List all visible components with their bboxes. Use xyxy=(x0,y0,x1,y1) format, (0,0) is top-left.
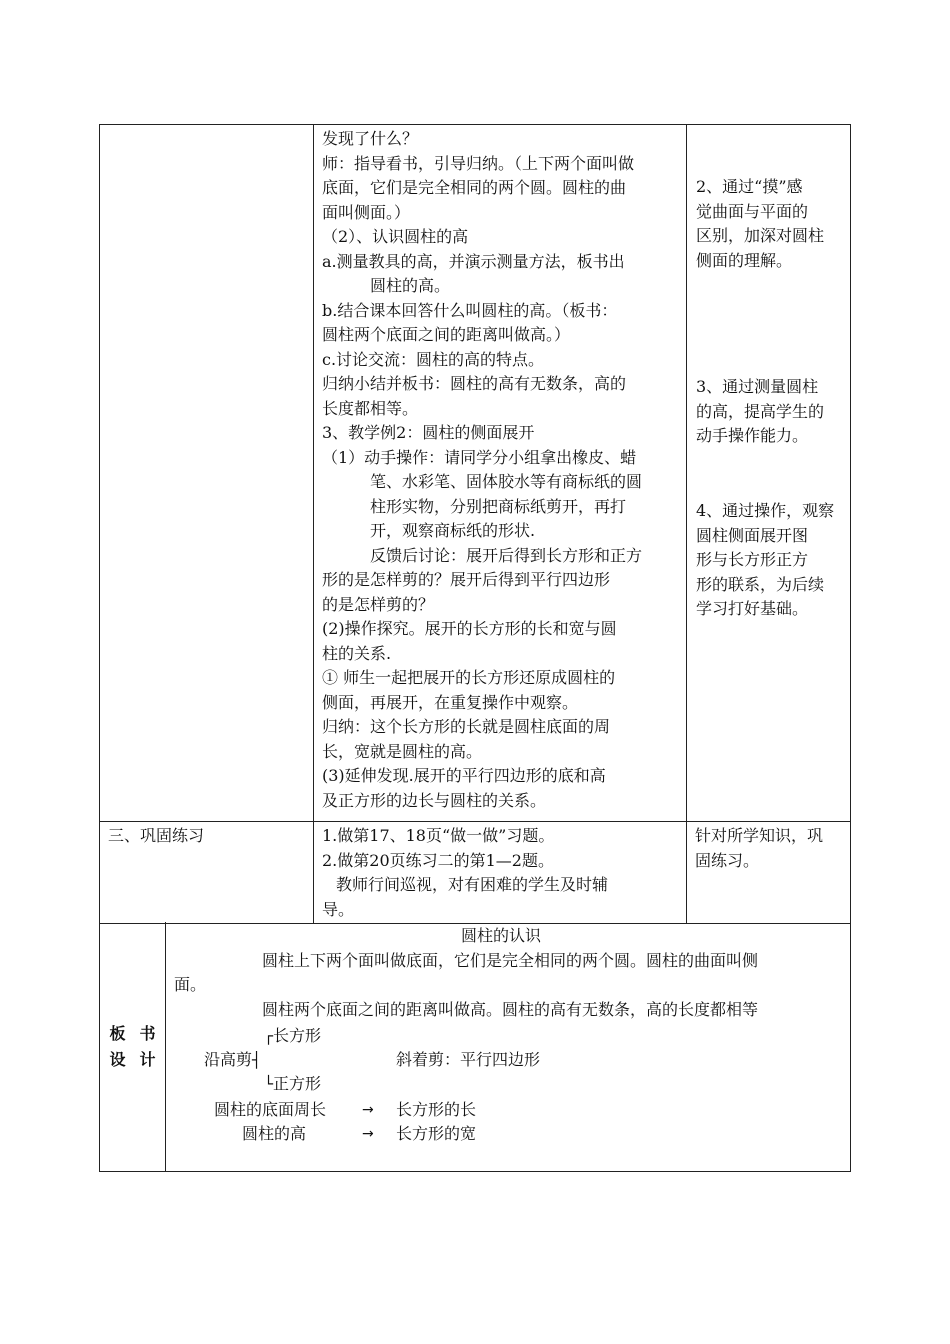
text-line: 长，宽就是圆柱的高。 xyxy=(322,741,483,761)
text-line: 3、通过测量圆柱 xyxy=(696,377,819,396)
text-line: b.结合课本回答什么叫圆柱的高。（板书： xyxy=(322,300,618,320)
brace-top-icon: ┌ xyxy=(264,1027,274,1045)
rectangle-branch xyxy=(264,1024,321,1048)
text-line: 3、教学例2：圆柱的侧面展开 xyxy=(322,423,535,442)
text-line: 长度都相等。 xyxy=(322,398,419,418)
board-line: 面。 xyxy=(174,975,207,994)
mapping-left: 圆柱的底面周长 xyxy=(214,1100,327,1119)
note-block xyxy=(696,175,846,273)
activity-cell xyxy=(314,822,687,923)
square-branch xyxy=(264,1072,321,1096)
text-line: 面叫侧面。） xyxy=(322,202,411,222)
text-line: 开，观察商标纸的形状. xyxy=(370,521,536,540)
text-line: 的是怎样剪的？ xyxy=(322,594,435,614)
text-line: 针对所学知识，巩 xyxy=(695,826,824,845)
cut-along-height xyxy=(204,1048,261,1072)
text-line: 归纳：这个长方形的长就是圆柱底面的周 xyxy=(322,717,611,736)
text-line: 侧面的理解。 xyxy=(696,250,793,270)
text-line: (3)延伸发现.展开的平行四边形的底和高 xyxy=(322,766,606,785)
text-line: 及正方形的边长与圆柱的关系。 xyxy=(322,790,547,810)
board-line: 圆柱上下两个面叫做底面，它们是完全相同的两个圆。圆柱的曲面叫侧 xyxy=(262,951,759,970)
text-line: 的高，提高学生的 xyxy=(696,401,825,421)
text-line: 形与长方形正方 xyxy=(696,550,809,569)
text-line: 觉曲面与平面的 xyxy=(696,201,809,221)
arrow-right-icon: → xyxy=(362,1102,374,1118)
table-row xyxy=(100,822,850,923)
mapping-left: 圆柱的高 xyxy=(242,1124,307,1143)
text-line: 圆柱侧面展开图 xyxy=(696,525,809,545)
text-line: 4、通过操作，观察 xyxy=(696,501,835,520)
text-line: 笔、水彩笔、固体胶水等有商标纸的圆 xyxy=(370,472,643,491)
text-line: (2)操作探究。展开的长方形的长和宽与圆 xyxy=(322,619,617,638)
text-line: 柱的关系. xyxy=(322,643,392,663)
text-line: 圆柱两个底面之间的距离叫做高。） xyxy=(322,325,571,344)
board-title: 圆柱的认识 xyxy=(461,926,542,945)
intent-cell xyxy=(687,822,850,923)
stage-title: 三、巩固练习 xyxy=(108,826,205,845)
table-row xyxy=(100,125,850,822)
text-line: 固练习。 xyxy=(695,850,760,870)
brace-mid-icon: ┤ xyxy=(252,1051,262,1069)
text-line: 归纳小结并板书：圆柱的高有无数条，高的 xyxy=(322,374,627,393)
text-line: （1）动手操作：请同学分小组拿出橡皮、蜡 xyxy=(322,447,637,467)
text-line: （2）、认识圆柱的高 xyxy=(322,227,469,246)
board-label-bottom: 设计 xyxy=(109,1049,170,1069)
text-line: 教师行间巡视，对有困难的学生及时辅 xyxy=(336,875,609,894)
note-block xyxy=(696,499,846,622)
text-line: 2.做第20页练习二的第1—2题。 xyxy=(322,850,554,870)
text-line: 侧面，再展开，在重复操作中观察。 xyxy=(322,692,579,712)
mapping-right: 长方形的宽 xyxy=(396,1124,477,1143)
text-line: 发现了什么？ xyxy=(322,129,419,148)
cut-height-label: 沿高剪 xyxy=(204,1050,253,1069)
text-line: 2、通过“摸”感 xyxy=(696,177,803,196)
text-line: a.测量教具的高，并演示测量方法，板书出 xyxy=(322,251,625,271)
board-label-top: 板书 xyxy=(109,1023,170,1043)
text-line: 柱形实物，分别把商标纸剪开，再打 xyxy=(370,496,627,516)
text-line: 底面，它们是完全相同的两个圆。圆柱的曲 xyxy=(322,178,627,197)
text-line: 1.做第17、18页“做一做”习题。 xyxy=(322,826,555,845)
text-line: 形的联系，为后续 xyxy=(696,574,825,594)
text-line: ① 师生一起把展开的长方形还原成圆柱的 xyxy=(322,668,616,687)
board-design-section xyxy=(99,922,851,1172)
arrow-right-icon: → xyxy=(362,1126,374,1142)
text-line: 动手操作能力。 xyxy=(696,426,809,445)
cut-slant: 斜着剪：平行四边形 xyxy=(396,1050,541,1069)
note-block xyxy=(696,375,846,449)
text-line: 导。 xyxy=(322,899,355,919)
board-label xyxy=(100,922,170,1171)
lesson-table xyxy=(99,124,851,924)
brace-bottom-icon: └ xyxy=(264,1075,274,1093)
text-line: 反馈后讨论：展开后得到长方形和正方 xyxy=(370,545,643,565)
stage-cell xyxy=(100,125,314,821)
text-line: 师：指导看书，引导归纳。（上下两个面叫做 xyxy=(322,153,635,173)
text-line: 形的是怎样剪的？展开后得到平行四边形 xyxy=(322,570,611,589)
activity-cell xyxy=(314,125,687,821)
text-line: 圆柱的高。 xyxy=(370,276,451,295)
board-line: 圆柱两个底面之间的距离叫做高。圆柱的高有无数条，高的长度都相等 xyxy=(262,1000,759,1019)
mapping-right: 长方形的长 xyxy=(396,1100,477,1119)
text-line: 区别，加深对圆柱 xyxy=(696,226,825,245)
square-label: 正方形 xyxy=(273,1074,322,1093)
text-line: 学习打好基础。 xyxy=(696,599,809,618)
stage-cell xyxy=(100,822,314,923)
intent-cell xyxy=(687,125,850,821)
text-line: c.讨论交流：圆柱的高的特点。 xyxy=(322,349,545,369)
board-content xyxy=(166,922,850,1171)
rectangle-label: 长方形 xyxy=(273,1026,322,1045)
